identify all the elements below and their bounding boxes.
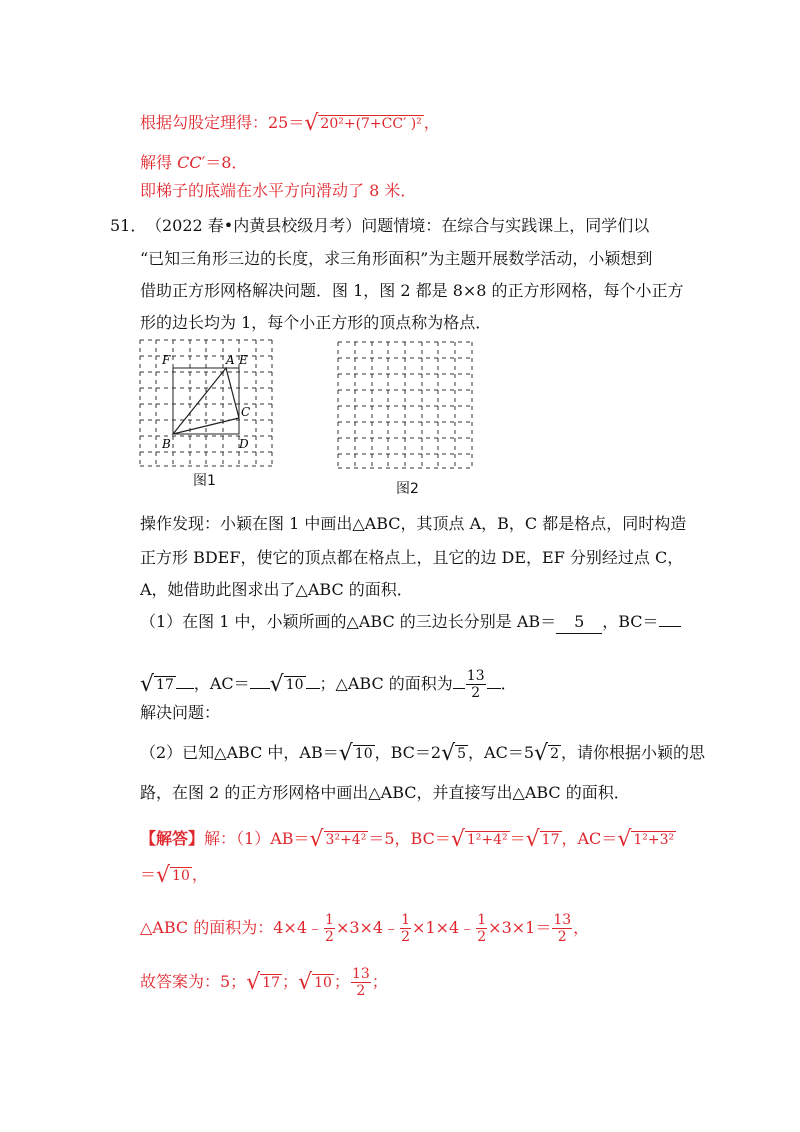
q1-blank-bc-end (176, 688, 194, 689)
q1-blank-ab: 5 (556, 611, 602, 634)
q1-blank-ac-end (306, 688, 320, 689)
half-num-3: 1 (477, 912, 487, 928)
q1-text-a: （1）在图 1 中，小颖所画的△ABC 的三边长分别是 AB＝ (140, 612, 557, 631)
answer-tag: 【解答】 (140, 829, 205, 848)
label-F: F (162, 353, 171, 367)
figure-1-grid (138, 338, 274, 468)
final-prefix: 故答案为：5； (140, 972, 247, 991)
op-line-2: 正方形 BDEF，使它的顶点都在格点上，且它的边 DE，EF 分别经过点 C， (140, 548, 684, 567)
final-num: 13 (351, 966, 370, 982)
answer-bc-eq: ＝ (509, 829, 526, 848)
figure-1-gridlines (140, 340, 272, 466)
q1-blank-bc-start (659, 626, 681, 627)
half-fraction-1 (324, 912, 335, 945)
q1-line-2 (140, 668, 517, 701)
q2-text-b: ，BC＝2 (374, 743, 442, 762)
final-sep-2: ； (333, 972, 350, 991)
area-result-den: 2 (557, 929, 567, 945)
answer-line-2 (140, 864, 208, 887)
final-value-2: 10 (314, 975, 332, 991)
answer-ac-value-sqrt: √ 10 (156, 863, 190, 888)
solve-var: CC′ (177, 153, 206, 172)
figure-1-caption: 图1 (193, 473, 216, 489)
half-fraction-2 (400, 912, 411, 945)
q2-ac-value: 2 (550, 746, 559, 762)
q1-blank-area-start (453, 688, 465, 689)
label-D: D (239, 437, 249, 451)
q1-area-fraction (466, 668, 486, 701)
conclusion-line: 即梯子的底端在水平方向滑动了 8 米． (140, 181, 417, 200)
q2-ab-sqrt: √ 10 (338, 741, 373, 766)
problem-line-2: “已知三角形三边的长度，求三角形面积”为主题开展数学活动，小颖想到 (140, 249, 653, 268)
final-answer-line (140, 966, 388, 999)
sqrt-expression: √ 20²+(7+CC′ )² (304, 111, 422, 136)
area-prefix: △ABC 的面积为：4×4﹣ (140, 918, 324, 937)
problem-line-3: 借助正方形网格解决问题．图 1，图 2 都是 8×8 的正方形网格，每个小正方 (140, 281, 684, 300)
answer-bc-radicand: 1²+4² (466, 832, 508, 848)
pythag-radicand: 20²+(7+CC′ )² (320, 116, 422, 132)
q2-bc-value: 5 (457, 746, 467, 762)
area-term-2: ×1×4﹣ (412, 918, 476, 937)
q1-line-1 (140, 611, 681, 634)
figure-2-gridlines (338, 342, 472, 468)
answer-bc-value-sqrt: √ 17 (525, 827, 560, 852)
area-result-fraction (552, 912, 572, 945)
q2-text-a: （2）已知△ABC 中，AB＝ (140, 743, 339, 762)
op-line-3: A，她借助此图求出了△ABC 的面积． (140, 580, 413, 599)
pythag-line (140, 112, 440, 135)
problem-line-1: （2022 春•内黄县校级月考）问题情境：在综合与实践课上，同学们以 (146, 216, 650, 235)
q1-text-b: ，BC＝ (602, 612, 659, 631)
solve-line (140, 152, 247, 174)
op-line-1: 操作发现：小颖在图 1 中画出△ABC，其顶点 A，B，C 都是格点，同时构造 (140, 514, 687, 533)
label-A: A (226, 353, 235, 367)
pythag-prefix: 根据勾股定理得：25＝ (140, 113, 305, 132)
q2-bc-sqrt: √ 5 (441, 741, 467, 766)
q1-ac-value: 10 (285, 677, 304, 693)
answer-ab-radicand: 3²+4² (325, 832, 367, 848)
half-den-1: 2 (325, 929, 334, 945)
answer-ab-sqrt: √ 3²+4² (309, 827, 367, 852)
final-value-1: 17 (262, 975, 281, 991)
half-num-2: 1 (401, 912, 411, 928)
final-sqrt-1: √ 17 (246, 970, 281, 995)
q2-line-2: 路，在图 2 的正方形网格中画出△ABC，并直接写出△ABC 的面积． (140, 783, 630, 802)
label-B: B (162, 437, 171, 451)
label-C: C (241, 405, 251, 419)
q1-area-num: 13 (466, 668, 485, 684)
q1-blank-ac-start (250, 688, 270, 689)
answer-line-1 (140, 828, 676, 851)
final-fraction (351, 966, 371, 999)
pythag-suffix: ， (423, 113, 440, 132)
area-result-num: 13 (553, 912, 572, 928)
problem-number: 51． (110, 216, 147, 235)
final-sqrt-2: √ 10 (298, 970, 332, 995)
area-term-1: ×3×4﹣ (335, 918, 400, 937)
q2-text-d: ，请你根据小颖的思 (560, 743, 705, 762)
final-end: ； (371, 972, 388, 991)
q1-blank-area-end (487, 688, 501, 689)
half-den-2: 2 (401, 929, 411, 945)
q2-text-c: ，AC＝5 (468, 743, 535, 762)
answer-intro: 解：（1）AB＝ (204, 829, 310, 848)
figure-2-caption: 图2 (396, 481, 419, 497)
half-num-1: 1 (325, 912, 334, 928)
answer-bc-sqrt: √ 1²+4² (450, 827, 508, 852)
answer-ac-value: 10 (172, 868, 190, 884)
solve-prefix: 解得 (140, 153, 178, 172)
answer-area-line (140, 912, 589, 945)
figure-2-grid (336, 340, 474, 470)
answer-ac-sqrt: √ 1²+3² (617, 827, 675, 852)
q1-text-e: ． (500, 674, 517, 693)
q1-bc-value: 17 (156, 677, 174, 693)
half-fraction-3 (476, 912, 487, 945)
answer-ab-eq: ＝5，BC＝ (368, 829, 451, 848)
q1-text-d: ；△ABC 的面积为 (319, 674, 453, 693)
problem-line-4: 形的边长均为 1，每个小正方形的顶点称为格点． (140, 313, 492, 332)
q1-text-c: ，AC＝ (193, 674, 250, 693)
label-E: E (239, 353, 248, 367)
solve-heading: 解决问题： (140, 703, 221, 722)
q1-area-den: 2 (471, 685, 481, 701)
final-den: 2 (356, 983, 366, 999)
solve-suffix: ＝8． (205, 153, 248, 172)
q1-ac-sqrt: √ 10 (269, 672, 304, 697)
answer-bc-value: 17 (541, 832, 560, 848)
answer-ac-end: ， (191, 865, 208, 884)
answer-ac-radicand: 1²+3² (633, 832, 675, 848)
q2-ac-sqrt: √ 2 (534, 741, 559, 766)
area-end: ， (573, 918, 590, 937)
answer-ac-label: ，AC＝ (561, 829, 618, 848)
area-term-3: ×3×1＝ (488, 918, 552, 937)
half-den-3: 2 (477, 929, 487, 945)
answer-ac-eq: ＝ (140, 865, 157, 884)
triangle-abc (173, 368, 239, 434)
q2-line-1 (140, 742, 705, 765)
final-sep-1: ； (282, 972, 299, 991)
q1-bc-sqrt: √ 17 (140, 672, 174, 697)
q2-ab-value: 10 (354, 746, 373, 762)
